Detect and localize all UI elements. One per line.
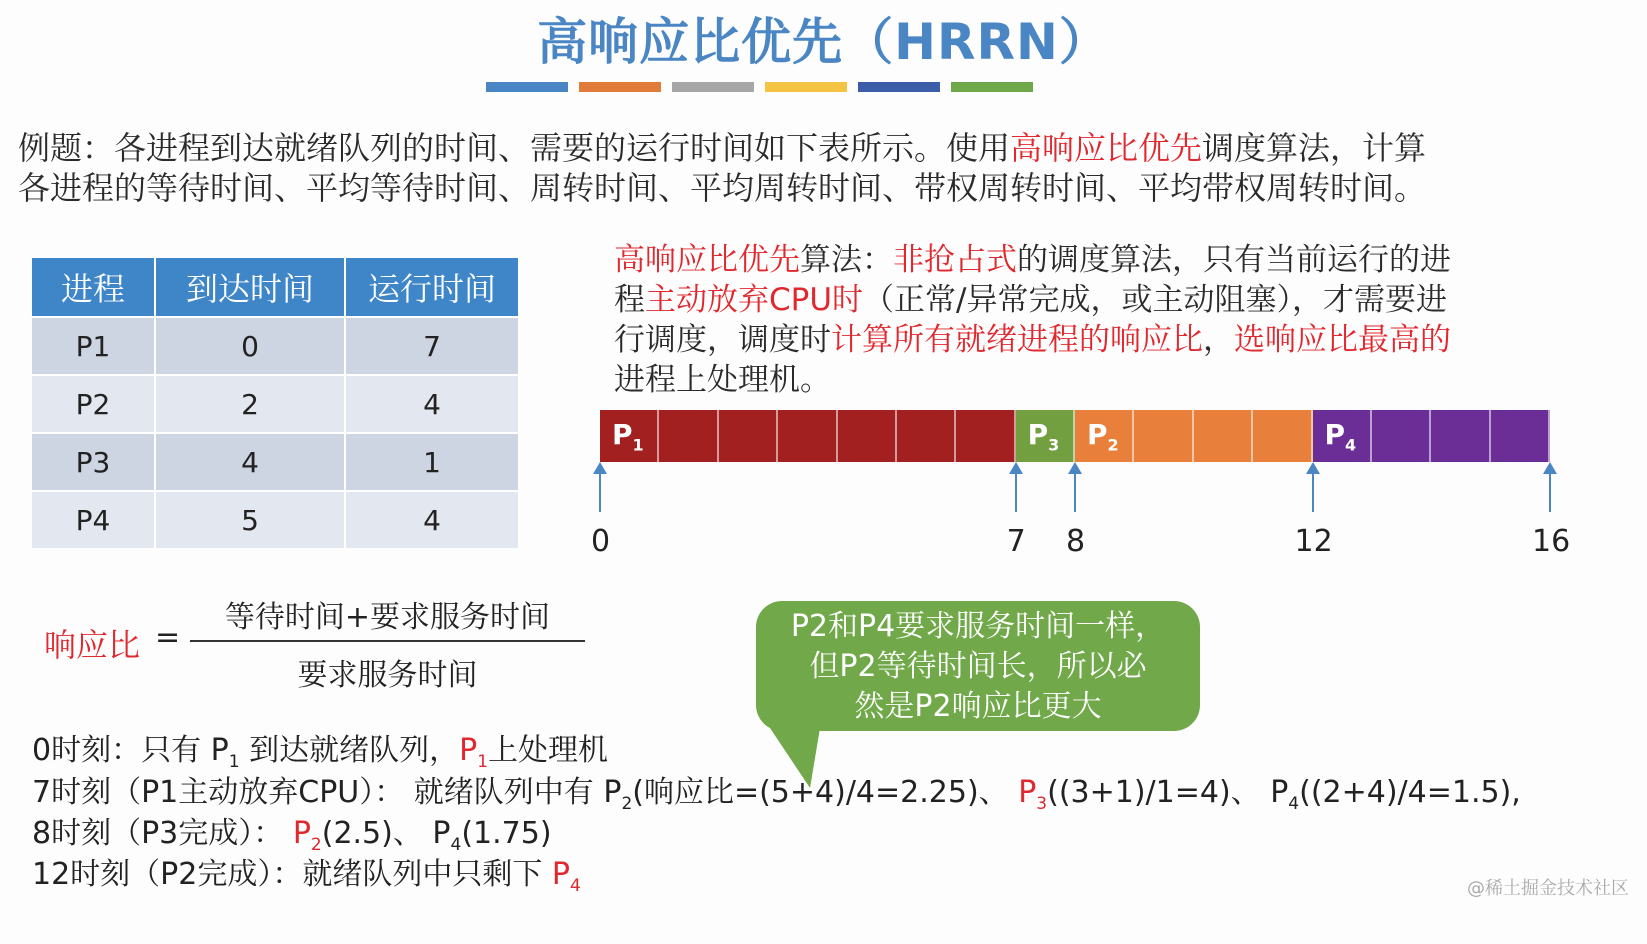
table-header-arrival: 到达时间 (156, 258, 346, 316)
step-sub: 4 (569, 876, 581, 896)
step-text: 0时刻：只有 P (32, 733, 229, 768)
process-table (32, 258, 520, 548)
problem-prefix: 例题：各进程到达就绪队列的时间、需要的运行时间如下表所示。使用 (18, 129, 1011, 167)
title-color-bar (672, 82, 754, 92)
gantt-time-cell (1134, 410, 1193, 462)
table-cell: 2 (156, 374, 346, 432)
gantt-time-cell (719, 410, 778, 462)
gantt-time-cell (1372, 410, 1431, 462)
table-cell: P3 (32, 432, 156, 490)
algo-text: 程 (614, 282, 645, 318)
table-header-runtime: 运行时间 (346, 258, 520, 316)
gantt-segment-label: $P_4$ (1324, 418, 1357, 455)
step-time-12 (32, 854, 581, 907)
callout-line: 但P2等待时间长，所以必 (809, 649, 1147, 684)
gantt-tick-label: 16 (1532, 524, 1571, 559)
gantt-time-cell (838, 410, 897, 462)
step-text: P (459, 733, 478, 768)
formula-denominator: 要求服务时间 (297, 658, 478, 693)
step-text: P (1018, 775, 1037, 810)
gantt-time-cell (956, 410, 1015, 462)
table-cell: 5 (156, 490, 346, 548)
table-row (32, 490, 520, 548)
title-color-bar (951, 82, 1033, 92)
page-title: 高响应比优先（HRRN） (537, 13, 1110, 71)
step-text: P (551, 857, 570, 892)
algorithm-description (614, 240, 1574, 400)
gantt-segment-label: $P_3$ (1027, 418, 1060, 455)
algo-text: 进程上处理机。 (614, 362, 831, 398)
table-row (32, 316, 520, 374)
step-sub: 2 (310, 835, 322, 855)
problem-statement (18, 128, 1618, 208)
gantt-tick-label: 8 (1066, 524, 1086, 559)
gantt-time-cell (659, 410, 718, 462)
title-color-bar (858, 82, 940, 92)
algo-text: 行调度，调度时 (614, 322, 831, 358)
gantt-time-cell (778, 410, 837, 462)
algo-compute-ratio: 计算所有就绪进程的响应比 (831, 322, 1203, 358)
algo-text: （正常/异常完成，或主动阻塞），才需要进 (863, 282, 1447, 318)
gantt-time-cell (1253, 410, 1312, 462)
step-sub: 2 (621, 794, 633, 814)
gantt-time-cell (897, 410, 956, 462)
step-text: ((2+4)/4=1.5), (1299, 775, 1521, 810)
table-cell: P2 (32, 374, 156, 432)
table-row (32, 432, 520, 490)
title-color-bar (765, 82, 847, 92)
step-text: 7时刻（P1主动放弃CPU）： 就绪队列中有 P (32, 775, 622, 810)
step-sub: 4 (450, 835, 462, 855)
step-text: 8时刻（P3完成）： (32, 816, 293, 851)
table-cell: P1 (32, 316, 156, 374)
watermark: @稀土掘金技术社区 (1467, 878, 1629, 899)
algo-text: 的调度算法，只有当前运行的进 (1017, 242, 1451, 278)
formula-lhs: 响应比 (44, 626, 141, 664)
algo-name: 高响应比优先 (614, 242, 800, 278)
gantt-tick-label: 7 (1006, 524, 1026, 559)
gantt-tick-arrow (599, 466, 601, 512)
problem-highlight: 高响应比优先 (1010, 129, 1203, 167)
gantt-tick-arrow (1015, 466, 1017, 512)
callout-line: P2和P4要求服务时间一样， (790, 609, 1166, 644)
algo-text: 算法： (800, 242, 893, 278)
step-text: 到达就绪队列， (249, 733, 460, 768)
algo-yield-cpu: 主动放弃CPU时 (645, 282, 864, 318)
table-header-process: 进程 (32, 258, 156, 316)
step-sub: 4 (1288, 794, 1300, 814)
algo-select-highest: 选响应比最高的 (1234, 322, 1451, 358)
step-text: (2.5)、 P (321, 816, 451, 851)
problem-suffix: 调度算法，计算 (1202, 129, 1427, 167)
gantt-chart (600, 410, 1550, 462)
algo-text: ， (1203, 322, 1234, 358)
gantt-tick-label: 12 (1294, 524, 1333, 559)
step-sub: 3 (1036, 794, 1048, 814)
gantt-tick-arrow (1549, 466, 1551, 512)
table-cell: 4 (156, 432, 346, 490)
callout-line: 然是P2响应比更大 (854, 689, 1102, 724)
problem-line2: 各进程的等待时间、平均等待时间、周转时间、平均周转时间、带权周转时间、平均带权周转时间。 (18, 169, 1427, 207)
fraction-line (190, 640, 585, 642)
step-text: (响应比=(5+4)/4=2.25)、 (632, 775, 1019, 810)
step-text: (1.75) (461, 816, 552, 851)
gantt-tick-arrow (1074, 466, 1076, 512)
gantt-time-cell (1194, 410, 1253, 462)
table-cell: 4 (346, 490, 520, 548)
formula-equals: = (155, 620, 181, 655)
table-cell: 4 (346, 374, 520, 432)
step-text: 上处理机 (488, 733, 609, 768)
algo-nonpreemptive: 非抢占式 (893, 242, 1017, 278)
table-cell: 0 (156, 316, 346, 374)
step-text: ((3+1)/1=4)、 P (1047, 775, 1289, 810)
step-sub: 1 (477, 752, 489, 772)
step-text: P (292, 816, 311, 851)
table-cell: P4 (32, 490, 156, 548)
gantt-tick-label: 0 (591, 524, 611, 559)
title-color-bar (579, 82, 661, 92)
formula-numerator: 等待时间+要求服务时间 (224, 600, 551, 635)
table-row (32, 374, 520, 432)
gantt-time-cell (1431, 410, 1490, 462)
gantt-segment-label: $P_2$ (1087, 418, 1119, 455)
callout-bubble (756, 601, 1200, 731)
step-text: 12时刻（P2完成）：就绪队列中只剩下 (32, 857, 552, 892)
table-cell: 1 (346, 432, 520, 490)
gantt-tick-arrow (1312, 466, 1314, 512)
gantt-time-cell (1491, 410, 1550, 462)
gantt-segment-label: $P_1$ (612, 418, 644, 455)
step-sub: 1 (228, 752, 240, 772)
table-cell: 7 (346, 316, 520, 374)
title-color-bar (486, 82, 568, 92)
